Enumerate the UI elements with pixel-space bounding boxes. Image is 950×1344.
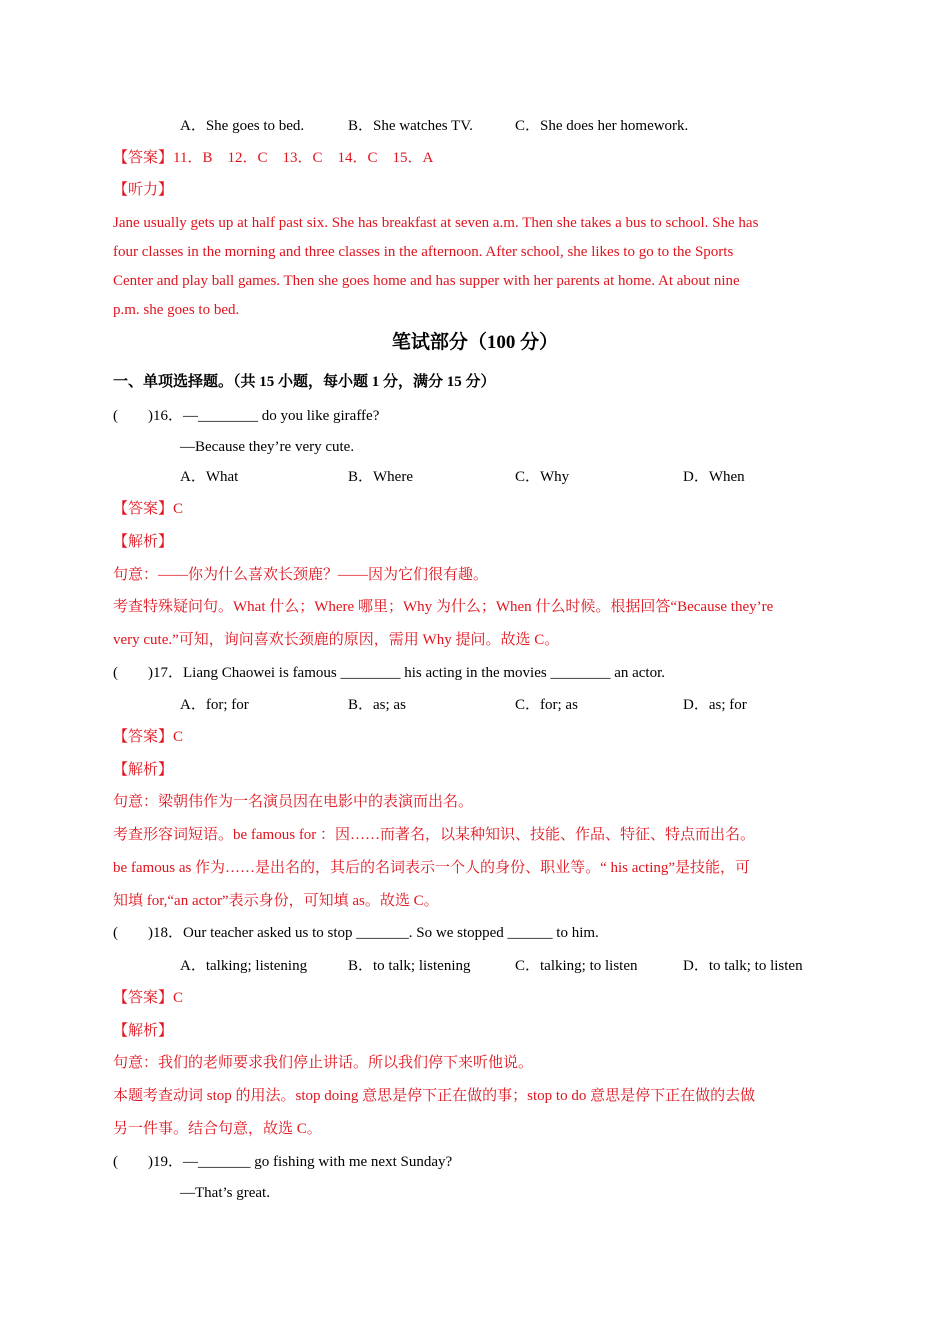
- option-b: B．Where: [348, 469, 413, 485]
- question-stem: 17．Liang Chaowei is famous ________ his acting in the movies ________ an actor.: [153, 665, 666, 681]
- answer-blank: ( ): [113, 665, 153, 681]
- answer-label: 【答案】C: [113, 501, 184, 517]
- question-18: [113, 923, 599, 943]
- analysis-line: 句意：我们的老师要求我们停止讲话。所以我们停下来听他说。: [113, 1055, 534, 1071]
- listening-line: p.m. she goes to bed.: [113, 302, 240, 318]
- question-19: [113, 1152, 452, 1172]
- option-d: D．to talk; to listen: [683, 958, 803, 974]
- analysis-line: 考查形容词短语。be famous for ：因……而著名，以某种知识、技能、作品、特征、特点而出名。: [113, 827, 756, 843]
- option-b: B．to talk; listening: [348, 958, 471, 974]
- listening-line: Jane usually gets up at half past six. She has breakfast at seven a.m. Then she takes a bus to school. She has: [113, 215, 759, 231]
- question-stem: 19．—_______ go fishing with me next Sunday?: [153, 1154, 453, 1170]
- question-reply: —That’s great.: [180, 1185, 270, 1201]
- question-reply: —Because they’re very cute.: [180, 439, 355, 455]
- option-d: D．as; for: [683, 697, 747, 713]
- answer-blank: ( ): [113, 925, 153, 941]
- question-stem: 16．—________ do you like giraffe?: [153, 408, 380, 424]
- option-c: C．Why: [515, 469, 570, 485]
- part1-heading: 一、单项选择题。（共 15 小题，每小题 1 分，满分 15 分）: [113, 374, 496, 390]
- option-a: A．What: [180, 469, 239, 485]
- listening-line: four classes in the morning and three classes in the afternoon. After school, she likes to go to the Sports: [113, 244, 734, 260]
- answer-label: 【答案】C: [113, 990, 184, 1006]
- question-17: [113, 663, 665, 683]
- answer-blank: ( ): [113, 408, 153, 424]
- answer-label: 【答案】C: [113, 729, 184, 745]
- analysis-label: 【解析】: [113, 534, 174, 550]
- q15-option-c: C．She does her homework.: [515, 118, 689, 134]
- answer-blank: ( ): [113, 1154, 153, 1170]
- option-b: B．as; as: [348, 697, 406, 713]
- option-c: C．for; as: [515, 697, 578, 713]
- option-a: A．for; for: [180, 697, 249, 713]
- question-16: [113, 406, 379, 426]
- analysis-line: be famous as 作为……是出名的，其后的名词表示一个人的身份、职业等。“ his acting”是技能，可: [113, 860, 751, 876]
- listening-label: 【听力】: [113, 182, 174, 198]
- answers-11-15: 【答案】11．B 12．C 13．C 14．C 15．A: [113, 150, 434, 166]
- analysis-line: 考查特殊疑问句。What 什么；Where 哪里；Why 为什么；When 什么时候。根据回答“Because they’re: [113, 599, 774, 615]
- listening-line: Center and play ball games. Then she goes home and has supper with her parents at home. At about nine: [113, 273, 740, 289]
- option-a: A．talking; listening: [180, 958, 308, 974]
- analysis-line: 另一件事。结合句意，故选 C。: [113, 1121, 322, 1137]
- q15-option-b: B．She watches TV.: [348, 118, 473, 134]
- analysis-line: 句意：——你为什么喜欢长颈鹿？——因为它们很有趣。: [113, 567, 489, 583]
- analysis-line: 本题考查动词 stop 的用法。stop doing 意思是停下正在做的事；stop to do 意思是停下正在做的去做: [113, 1088, 756, 1104]
- analysis-label: 【解析】: [113, 762, 174, 778]
- section-title: 笔试部分（100 分）: [391, 332, 559, 353]
- analysis-line: 知填 for,“an actor”表示身份，可知填 as。故选 C。: [113, 893, 439, 909]
- analysis-label: 【解析】: [113, 1023, 174, 1039]
- analysis-line: 句意：梁朝伟作为一名演员因在电影中的表演而出名。: [113, 794, 474, 810]
- option-d: D．When: [683, 469, 745, 485]
- q15-option-a: A．She goes to bed.: [180, 118, 305, 134]
- analysis-line: very cute.”可知，询问喜欢长颈鹿的原因，需用 Why 提问。故选 C。: [113, 632, 560, 648]
- option-c: C．talking; to listen: [515, 958, 638, 974]
- question-stem: 18．Our teacher asked us to stop _______. So we stopped ______ to him.: [153, 925, 599, 941]
